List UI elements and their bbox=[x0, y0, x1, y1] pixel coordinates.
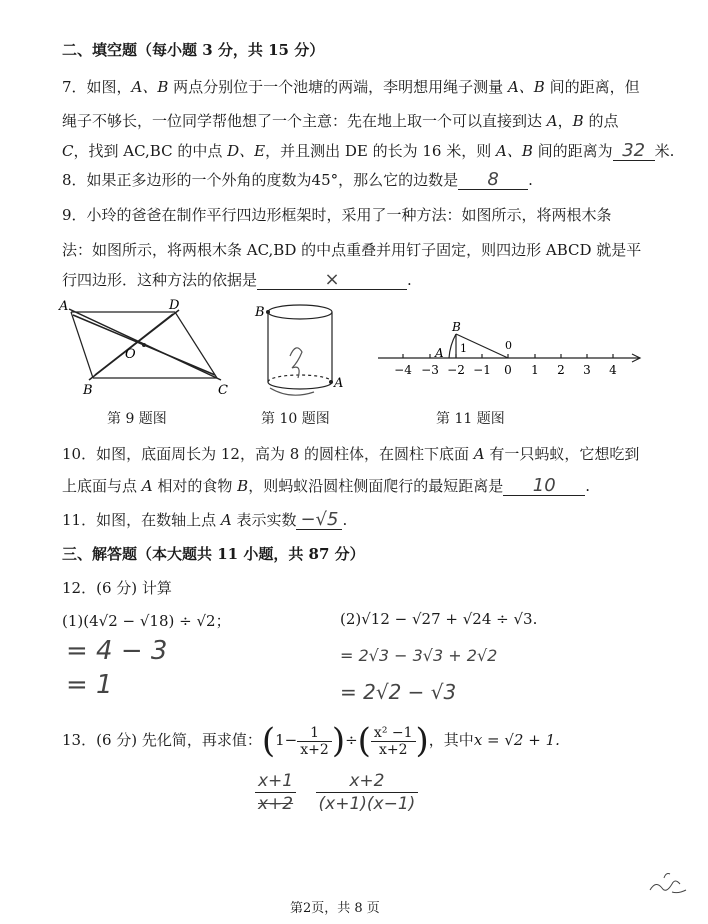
q8-answer-blank[interactable]: 8 bbox=[458, 170, 528, 190]
figure-11-caption: 第 11 题图 bbox=[436, 411, 505, 427]
fig11-label-0: 0 bbox=[505, 339, 512, 352]
fig10-label-b: B bbox=[255, 305, 265, 320]
figure-10-cylinder bbox=[252, 298, 342, 408]
q10-text: 相对的食物 bbox=[152, 477, 238, 495]
q13-f2-den: x+2 bbox=[378, 741, 408, 758]
q9-text: . bbox=[407, 271, 412, 289]
q13-header: 13．(6 分) 先化简，再求值： bbox=[62, 731, 262, 749]
fig11-tick-label: 1 bbox=[531, 363, 539, 377]
page-footer: 第2页，共 8 页 bbox=[290, 901, 380, 916]
fig9-label-o: O bbox=[125, 347, 136, 362]
q13-work-fraction-1 bbox=[255, 770, 296, 815]
fig11-tick-label: −2 bbox=[447, 363, 465, 377]
q7-line-3 bbox=[62, 141, 674, 161]
q8-text: . bbox=[528, 171, 533, 189]
q7-text: D、E bbox=[227, 142, 266, 160]
q10-text: 有一只蚂蚁，它想吃到 bbox=[484, 445, 640, 463]
fig10-point-b bbox=[266, 310, 270, 314]
q10-text: 10．如图，底面周长为 12，高为 8 的圆柱体，在圆柱下底面 bbox=[62, 445, 474, 463]
fig9-stick-bd bbox=[95, 314, 173, 375]
q7-line-2 bbox=[62, 111, 618, 131]
q7-text: 的点 bbox=[583, 112, 619, 130]
q8-line bbox=[62, 170, 533, 190]
q7-text: A、B bbox=[496, 142, 533, 160]
q7-text: A、B bbox=[507, 78, 545, 96]
fig10-bottom-front bbox=[268, 382, 332, 389]
q12-part-1 bbox=[62, 610, 231, 631]
q8-text: 8．如果正多边形的一个外角的度数为45°，那么它的边数是 bbox=[62, 171, 459, 189]
q10-text: ，则蚂蚁沿圆柱侧面爬行的最短距离是 bbox=[248, 477, 504, 495]
q12-part-2-label: (2) bbox=[340, 610, 362, 628]
fig11-tick-label: −3 bbox=[421, 363, 439, 377]
q13-question bbox=[62, 722, 560, 759]
pencil-scribble-mark bbox=[644, 868, 694, 898]
q12-handwritten-work-2-line-1: = 2√3 − 3√3 + 2√2 bbox=[340, 646, 498, 665]
q13-f1-den: x+2 bbox=[300, 741, 329, 758]
q12-part-2 bbox=[340, 610, 537, 628]
q13-f2-num: x² −1 bbox=[371, 725, 416, 742]
q13-work-num-2: x+2 bbox=[316, 770, 419, 793]
q13-fraction-1 bbox=[297, 725, 332, 758]
q13-open-paren: ( bbox=[261, 721, 276, 761]
q13-work-num-1: x+1 bbox=[255, 770, 296, 793]
q7-text: 7．如图， bbox=[62, 78, 132, 96]
q9-line-2: 法：如图所示，将两根木条 AC,BD 的中点重叠并用钉子固定，则四边形 ABCD 就是平 bbox=[62, 241, 642, 259]
q13-close-paren: ) bbox=[331, 721, 346, 761]
q10-text: A bbox=[141, 477, 153, 495]
q11-text: A bbox=[220, 511, 232, 529]
q12-part-1-end: ； bbox=[215, 612, 231, 630]
q12-part-2-end: . bbox=[532, 610, 538, 628]
q10-answer-blank[interactable]: 10 bbox=[503, 476, 585, 496]
fig10-top-ellipse bbox=[268, 305, 332, 319]
q7-text: 间的距离为 bbox=[532, 142, 613, 160]
q13-one-minus: 1− bbox=[275, 731, 298, 749]
q7-text: 两点分别位于一个池塘的两端，李明想用绳子测量 bbox=[168, 78, 508, 96]
q13-work-den-2: (x+1)(x−1) bbox=[318, 794, 416, 814]
figure-9-caption: 第 9 题图 bbox=[107, 411, 167, 427]
q9-line-1: 9．小玲的爸爸在制作平行四边形框架时，采用了一种方法：如图所示，将两根木条 bbox=[62, 206, 612, 224]
q11-text: . bbox=[342, 511, 348, 529]
q12-header: 12．(6 分) 计算 bbox=[62, 579, 172, 597]
q11-text: 表示实数 bbox=[231, 511, 297, 529]
q7-text: 米. bbox=[654, 142, 675, 160]
fig10-pencil-mark bbox=[290, 348, 302, 378]
fig11-tick-label: 4 bbox=[609, 363, 617, 377]
section-2-title: 二、填空题（每小题 3 分，共 15 分） bbox=[62, 41, 325, 59]
q13-close-paren: ) bbox=[415, 721, 429, 761]
q12-part-1-label: (1) bbox=[62, 612, 84, 630]
fig11-arc bbox=[449, 334, 456, 358]
q10-line-1 bbox=[62, 444, 639, 464]
q12-handwritten-work-1-line-1: = 4 − 3 bbox=[66, 636, 168, 666]
fig9-label-b: B bbox=[83, 383, 93, 398]
fig11-label-1: 1 bbox=[460, 342, 467, 355]
fig9-label-c: C bbox=[218, 383, 228, 398]
fig11-tick-label: 0 bbox=[504, 363, 512, 377]
q13-divide: ÷ bbox=[345, 731, 358, 749]
q7-line-1 bbox=[62, 77, 640, 97]
q10-line-2 bbox=[62, 476, 590, 496]
fig9-label-d: D bbox=[169, 298, 180, 313]
q7-text: A、B bbox=[131, 78, 169, 96]
fig11-tick-label: −1 bbox=[473, 363, 491, 377]
q12-handwritten-work-2-line-2: = 2√2 − √3 bbox=[340, 680, 457, 704]
fig11-label-b: B bbox=[452, 320, 461, 334]
q13-open-paren: ( bbox=[357, 721, 371, 761]
figure-9-parallelogram bbox=[55, 298, 240, 398]
q7-text: C bbox=[62, 142, 74, 160]
q7-text: ， bbox=[557, 112, 573, 130]
section-3-title: 三、解答题（本大题共 11 小题，共 87 分） bbox=[62, 545, 365, 563]
fig9-nail bbox=[142, 343, 146, 347]
q10-text: A bbox=[473, 445, 485, 463]
q13-fraction-2 bbox=[371, 725, 416, 758]
q12-handwritten-work-1-line-2: = 1 bbox=[66, 670, 113, 700]
q12-part-2-expr: √12 − √27 + √24 ÷ √3 bbox=[361, 610, 533, 628]
q10-text: . bbox=[585, 477, 590, 495]
q7-text: B bbox=[572, 112, 584, 130]
q13-work-fraction-2 bbox=[316, 770, 419, 815]
q7-answer-blank[interactable]: 32 bbox=[613, 141, 655, 161]
figure-11-number-line bbox=[372, 318, 648, 380]
q11-answer-blank[interactable]: −√5 bbox=[296, 510, 342, 530]
q7-text: ，并且测出 DE 的长为 16 米，则 bbox=[265, 142, 497, 160]
q13-handwritten-work bbox=[255, 770, 418, 815]
q10-text: 上底面与点 bbox=[62, 477, 142, 495]
fig11-tick-label: −4 bbox=[394, 363, 412, 377]
q7-text: 绳子不够长，一位同学帮他想了一个主意：先在地上取一个可以直接到达 bbox=[62, 112, 547, 130]
fig11-tick-label: 2 bbox=[557, 363, 565, 377]
fig11-tick-label: 3 bbox=[583, 363, 591, 377]
q9-answer-blank[interactable]: × bbox=[257, 270, 407, 290]
fig9-label-a: A bbox=[59, 299, 69, 314]
q13-where: ，其中 bbox=[428, 731, 474, 749]
q10-text: B bbox=[237, 477, 249, 495]
q12-part-1-expr: (4√2 − √18) ÷ √2 bbox=[83, 612, 216, 630]
q13-work-den-1: x+2 bbox=[258, 794, 294, 814]
q7-text: ，找到 AC,BC 的中点 bbox=[73, 142, 228, 160]
fig10-bottom-back bbox=[268, 375, 332, 382]
q9-line-3 bbox=[62, 270, 412, 290]
q9-text: 行四边形．这种方法的依据是 bbox=[62, 271, 258, 289]
q11-line bbox=[62, 510, 347, 530]
fig10-point-a bbox=[329, 380, 333, 384]
q7-text: A bbox=[546, 112, 558, 130]
q7-text: 间的距离，但 bbox=[544, 78, 640, 96]
fig10-label-a: A bbox=[334, 376, 344, 391]
figure-10-caption: 第 10 题图 bbox=[261, 411, 330, 427]
q13-x-value: x = √2 + 1. bbox=[473, 731, 560, 749]
fig11-label-a: A bbox=[435, 346, 444, 360]
q11-text: 11．如图，在数轴上点 bbox=[62, 511, 221, 529]
q13-f1-num: 1 bbox=[297, 725, 332, 742]
